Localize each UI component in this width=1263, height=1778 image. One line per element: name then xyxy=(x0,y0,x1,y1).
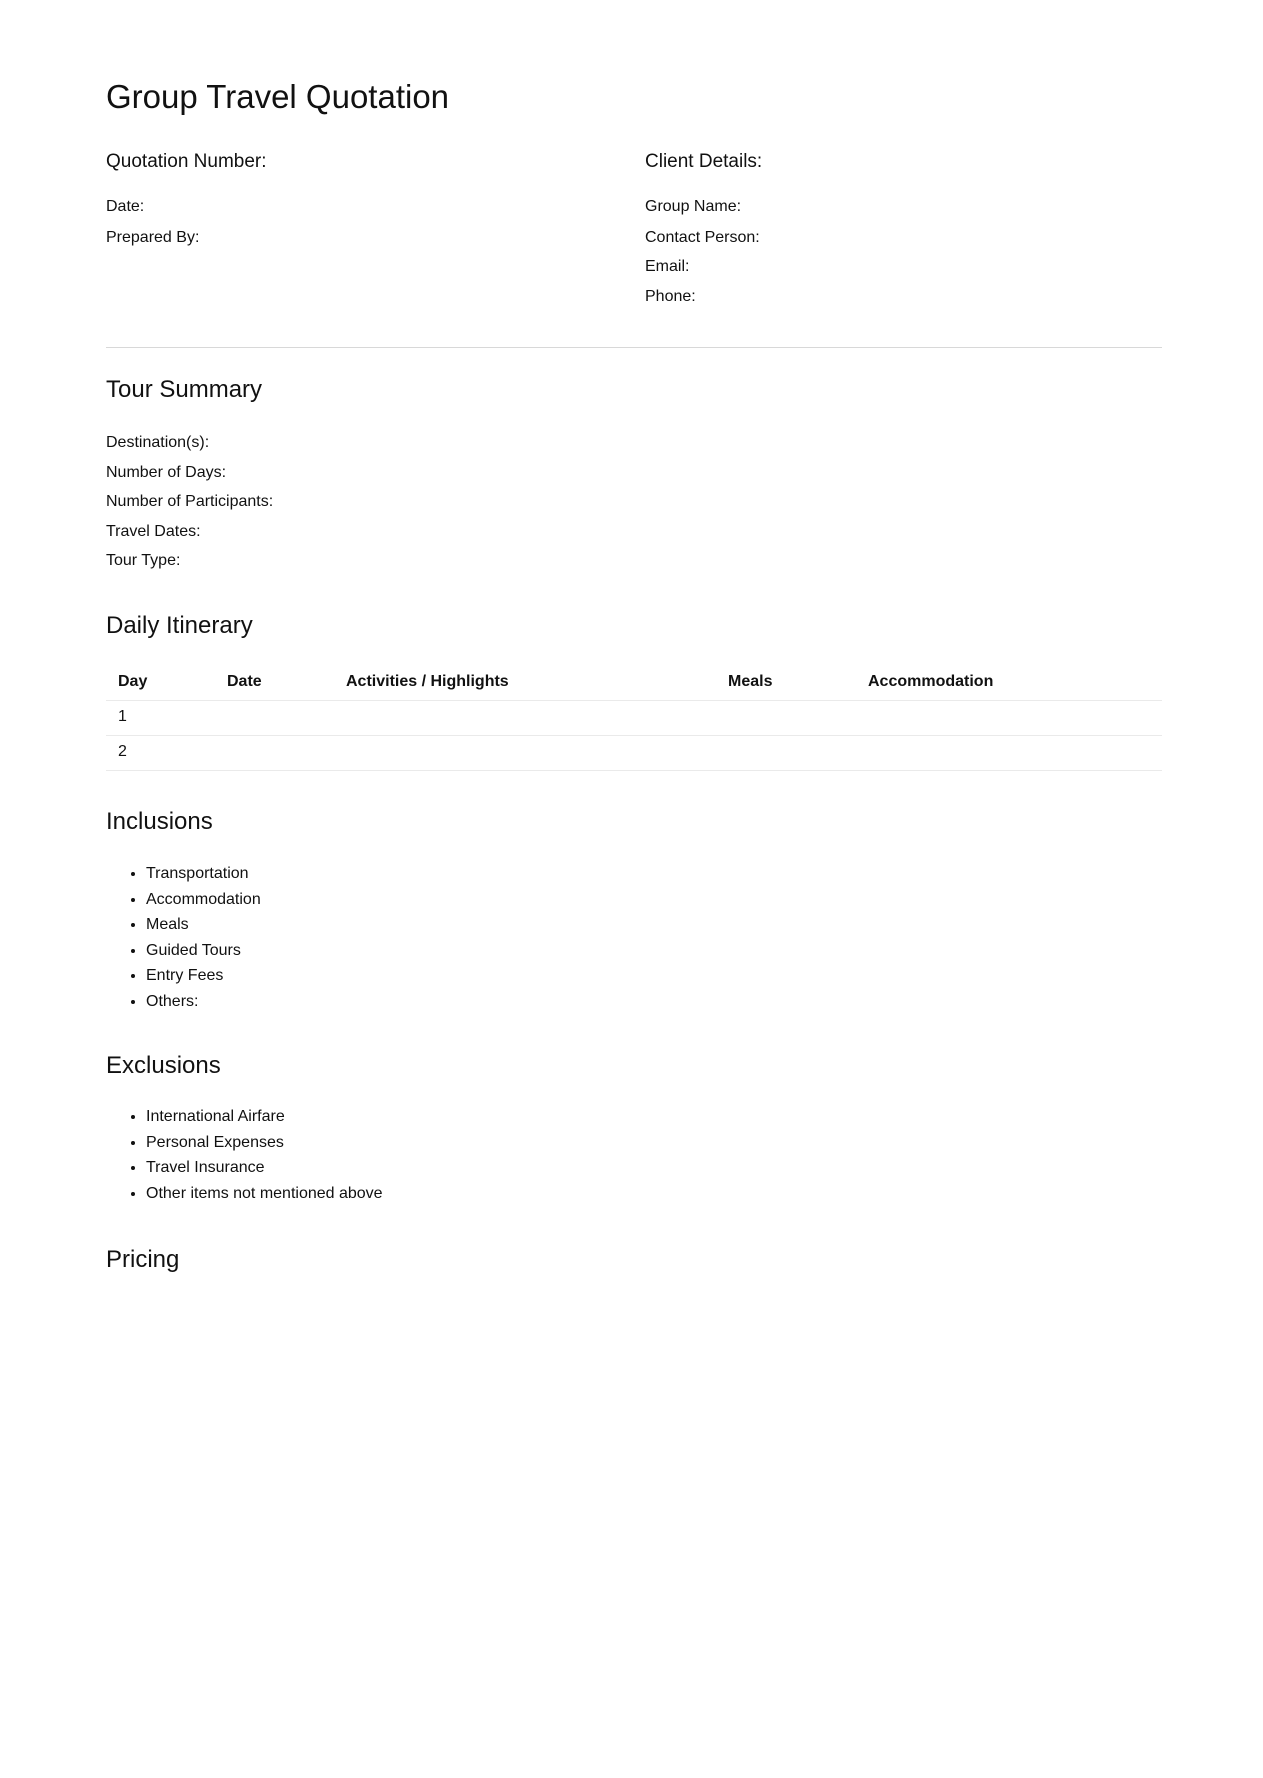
row-divider xyxy=(106,770,1162,771)
tour-summary-heading: Tour Summary xyxy=(106,376,263,403)
list-item: • Guided Tours xyxy=(146,938,261,964)
exclusions-list xyxy=(106,1104,383,1206)
column-header-day: Day xyxy=(118,673,148,690)
quotation-number-label: Quotation Number: xyxy=(106,151,267,172)
column-header-meals: Meals xyxy=(728,673,773,690)
inclusions-list xyxy=(106,861,261,1015)
exclusions-heading: Exclusions xyxy=(106,1052,221,1079)
list-item: • Accommodation xyxy=(146,887,261,913)
date-label: Date: xyxy=(106,198,145,215)
travel-dates-label: Travel Dates: xyxy=(106,523,201,540)
list-item: • Travel Insurance xyxy=(146,1155,383,1181)
row-divider xyxy=(106,700,1162,701)
number-of-days-label: Number of Days: xyxy=(106,464,227,481)
page-title: Group Travel Quotation xyxy=(106,78,450,115)
column-header-accommodation: Accommodation xyxy=(868,673,994,690)
list-item: • Personal Expenses xyxy=(146,1130,383,1156)
daily-itinerary-heading: Daily Itinerary xyxy=(106,612,253,639)
email-label: Email: xyxy=(645,258,690,275)
destinations-label: Destination(s): xyxy=(106,434,210,451)
list-item: • International Airfare xyxy=(146,1104,383,1130)
group-name-label: Group Name: xyxy=(645,198,742,215)
tour-type-label: Tour Type: xyxy=(106,552,181,569)
divider xyxy=(106,347,1162,348)
column-header-activities: Activities / Highlights xyxy=(346,673,509,690)
prepared-by-label: Prepared By: xyxy=(106,229,200,246)
pricing-heading: Pricing xyxy=(106,1246,180,1273)
table-row-day: 1 xyxy=(118,708,127,725)
list-item: • Other items not mentioned above xyxy=(146,1181,383,1207)
contact-person-label: Contact Person: xyxy=(645,229,760,246)
column-header-date: Date xyxy=(227,673,262,690)
inclusions-heading: Inclusions xyxy=(106,808,213,835)
list-item: • Transportation xyxy=(146,861,261,887)
row-divider xyxy=(106,735,1162,736)
client-details-heading: Client Details: xyxy=(645,151,763,172)
number-of-participants-label: Number of Participants: xyxy=(106,493,274,510)
list-item: • Entry Fees xyxy=(146,963,261,989)
list-item: • Others: xyxy=(146,989,261,1015)
list-item: • Meals xyxy=(146,912,261,938)
table-row-day: 2 xyxy=(118,743,127,760)
phone-label: Phone: xyxy=(645,288,696,305)
